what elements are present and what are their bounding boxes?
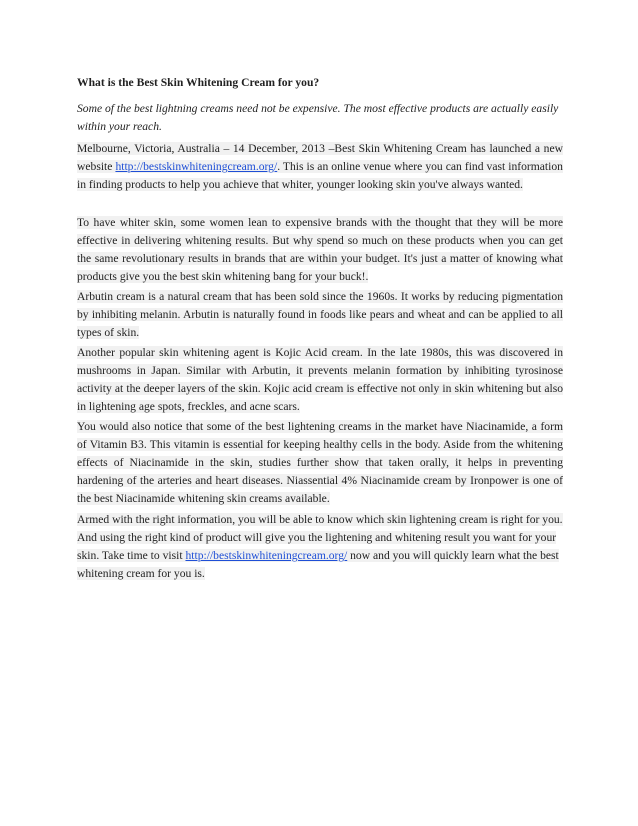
paragraph-arbutin-text: Arbutin cream is a natural cream that has been sold since the 1960s. It works by reducing pigmentation by inhibiting melanin. Arbutin is naturally found in foods like pears and wheat and can be applied to all types of skin. xyxy=(77,290,563,339)
paragraph-niacinamide xyxy=(77,418,563,508)
paragraph-launch-highlight xyxy=(77,142,563,191)
paragraph-conclusion-text-before: Armed with the right information, you will be able to know which skin lightening cream is right for you. And using the right kind of product will give you the lightening and whitening result you want for your skin. Take time to visit xyxy=(77,513,563,562)
paragraph-whiter-skin xyxy=(77,214,563,286)
paragraph-conclusion-text-after: now and you will quickly learn what the best whitening cream for you is. xyxy=(77,549,559,580)
paragraph-kojic-text: Another popular skin whitening agent is Kojic Acid cream. In the late 1980s, this was discovered in mushrooms in Japan. Similar with Arbutin, it prevents melanin formation by inhibiting tyrosinose activity at the deeper layers of the skin. Kojic acid cream is effective not only in skin whitening but also in lightening age spots, freckles, and acne scars. xyxy=(77,346,563,413)
paragraph-arbutin xyxy=(77,288,563,342)
intro-paragraph: Some of the best lightning creams need not be expensive. The most effective products are actually easily within your reach. xyxy=(77,102,559,133)
paragraph-niacinamide-text: You would also notice that some of the best lightening creams in the market have Niacinamide, a form of Vitamin B3. This vitamin is essential for keeping healthy cells in the body. Aside from the whitening effects of Niacinamide in the skin, studies further show that taken orally, it helps in preventing hardening of the arteries and heart diseases. Niassential 4% Niacinamide cream by Ironpower is one of the best Niacinamide whitening skin creams available. xyxy=(77,420,563,505)
paragraph-launch-text-before: Melbourne, Victoria, Australia – 14 December, 2013 –Best Skin Whitening Cream has launched a new website xyxy=(77,142,563,173)
paragraph-conclusion-highlight xyxy=(77,513,563,580)
website-link[interactable]: http://bestskinwhiteningcream.org/ xyxy=(115,160,278,173)
paragraph-launch-text-after: . This is an online venue where you can find vast information in finding products to help you achieve that whiter, younger looking skin you've always wanted. xyxy=(77,160,563,191)
paragraph-whiter-skin-text: To have whiter skin, some women lean to expensive brands with the thought that they will be more effective in delivering whitening results. But why spend so much on these products when you can get the same revolutionary results in brands that are within your budget. It's just a matter of knowing what products give you the best skin whitening bang for your buck!. xyxy=(77,216,563,283)
paragraph-launch xyxy=(77,140,563,194)
paragraph-conclusion xyxy=(77,511,563,583)
paragraph-kojic xyxy=(77,344,563,416)
website-link-2[interactable]: http://bestskinwhiteningcream.org/ xyxy=(185,549,348,562)
document-title: What is the Best Skin Whitening Cream for you? xyxy=(77,76,320,89)
